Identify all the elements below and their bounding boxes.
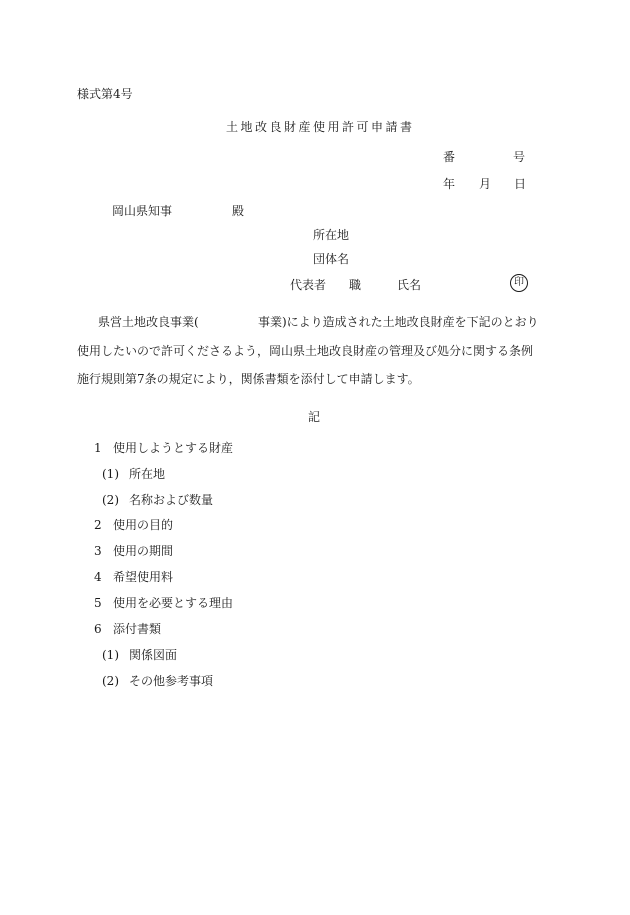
item-number: 3 xyxy=(94,544,102,558)
item-number: 6 xyxy=(94,622,102,636)
subitem-label: その他参考事項 xyxy=(129,674,214,688)
item-number: 4 xyxy=(94,570,102,584)
applicant-organization-label: 団体名 xyxy=(313,252,350,266)
applicant-location-label: 所在地 xyxy=(313,228,350,242)
item-label: 使用を必要とする理由 xyxy=(113,596,234,610)
position-label: 職 xyxy=(349,278,362,292)
subitem-label: 関係図面 xyxy=(129,648,178,662)
item-label: 使用しようとする財産 xyxy=(113,441,234,455)
ki-heading: 記 xyxy=(308,410,321,424)
date-month-label: 月 xyxy=(479,177,492,191)
subitem-number: (2) xyxy=(102,493,119,507)
body-line-3: 施行規則第7条の規定により，関係書類を添付して申請します。 xyxy=(77,372,420,386)
number-label-ban: 番 xyxy=(443,150,456,164)
subitem-label: 名称および数量 xyxy=(129,493,214,507)
subitem-number: (1) xyxy=(102,648,119,662)
subitem-number: (2) xyxy=(102,674,119,688)
form-title: 土地改良財産使用許可申請書 xyxy=(226,120,415,134)
body-line-1b: 事業)により造成された土地改良財産を下記のとおり xyxy=(258,315,539,329)
item-number: 2 xyxy=(94,518,102,532)
body-line-2: 使用したいので許可くださるよう，岡山県土地改良財産の管理及び処分に関する条例 xyxy=(77,344,534,358)
form-number: 様式第4号 xyxy=(77,87,133,101)
item-number: 5 xyxy=(94,596,102,610)
date-day-label: 日 xyxy=(514,177,527,191)
item-label: 使用の目的 xyxy=(113,518,174,532)
body-line-1a: 県営土地改良事業( xyxy=(98,315,199,329)
item-label: 使用の期間 xyxy=(113,544,174,558)
subitem-number: (1) xyxy=(102,467,119,481)
seal-mark: 印 xyxy=(510,274,528,292)
addressee-name: 岡山県知事 xyxy=(112,204,173,218)
number-label-go: 号 xyxy=(513,150,526,164)
item-number: 1 xyxy=(94,441,102,455)
addressee-honorific: 殿 xyxy=(232,204,245,218)
representative-label: 代表者 xyxy=(290,278,327,292)
date-year-label: 年 xyxy=(443,177,456,191)
name-label: 氏名 xyxy=(397,278,422,292)
item-label: 添付書類 xyxy=(113,622,162,636)
subitem-label: 所在地 xyxy=(129,467,166,481)
item-label: 希望使用料 xyxy=(113,570,174,584)
